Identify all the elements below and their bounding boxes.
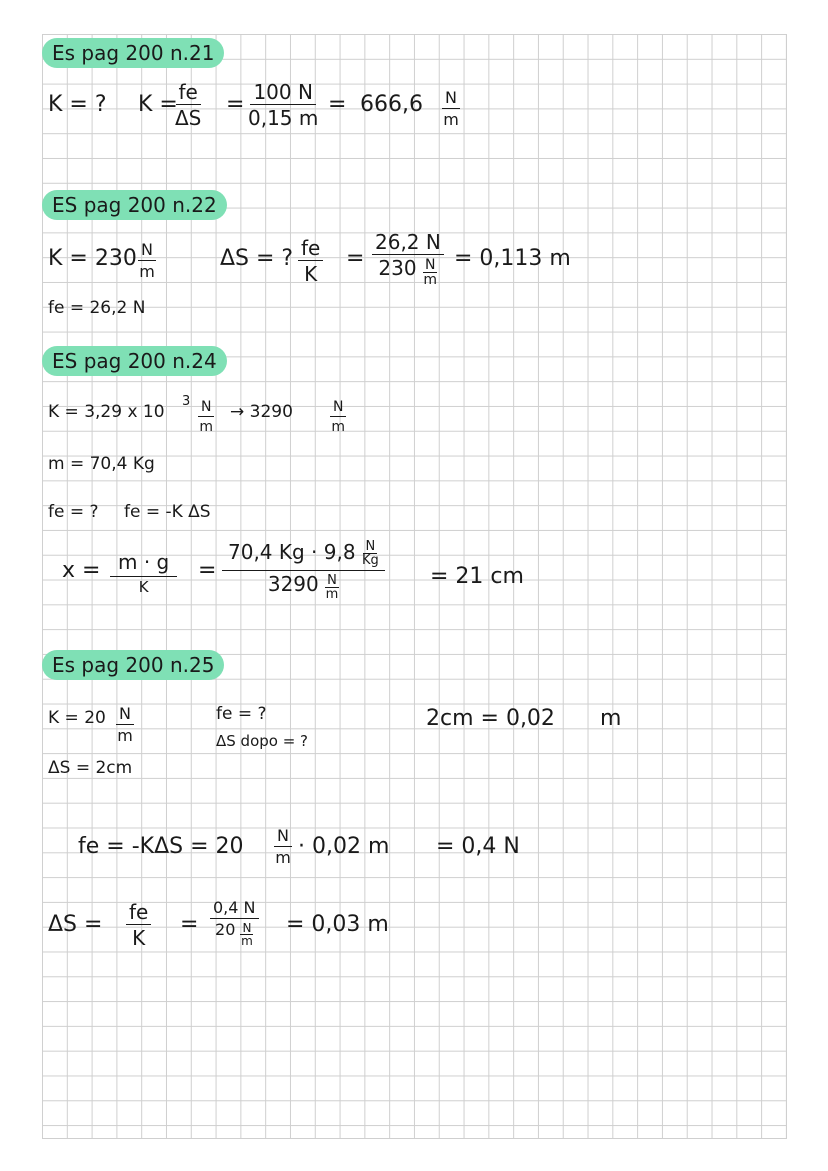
unit-conversion: 2cm = 0,02 <box>426 706 555 731</box>
unit-numerator: N <box>116 706 134 725</box>
ds-result: = 0,03 m <box>286 912 389 937</box>
denominator-value: 230 <box>378 256 417 280</box>
mass-given: m = 70,4 Kg <box>48 454 155 474</box>
converted-k: → 3290 <box>230 402 293 422</box>
fraction-denominator <box>378 255 437 287</box>
fraction-denominator <box>215 919 253 947</box>
result-value: = 0,113 m <box>454 246 571 271</box>
unit-denominator: m <box>423 272 438 288</box>
grid-paper <box>42 34 787 1139</box>
exercise-24-title: ES pag 200 n.24 <box>42 346 227 376</box>
unit-denominator: m <box>325 587 339 602</box>
fraction-denominator: K <box>138 578 149 596</box>
k-given: K = 230 <box>48 246 137 271</box>
unit-denominator: Kg <box>361 553 379 568</box>
equals-sign: = <box>180 912 199 937</box>
k-unknown: K = ? <box>48 92 107 117</box>
equals-sign: = <box>198 558 217 583</box>
unit-n-over-m <box>442 90 460 128</box>
fe-unknown: fe = ? <box>48 502 99 522</box>
denominator-unit <box>325 574 339 601</box>
fraction-fe-over-k <box>126 902 151 948</box>
unit-denominator: m <box>139 262 155 281</box>
fraction-numerator: 0,4 N <box>210 900 259 919</box>
unit-numerator: N <box>442 90 460 109</box>
unit-denominator: m <box>275 848 291 867</box>
result-value: = 21 cm <box>430 564 524 589</box>
unit-n-over-m <box>198 400 214 434</box>
unit-n-over-m <box>274 828 292 866</box>
unit-numerator: N <box>242 921 252 935</box>
fraction-denominator: 0,15 m <box>248 106 319 130</box>
fraction-denominator: K <box>132 926 146 950</box>
fraction-numerator: 100 N <box>250 82 316 105</box>
conversion-unit: m <box>600 706 622 731</box>
fraction-100n-over-015m <box>248 82 318 128</box>
exercise-22-title: ES pag 200 n.22 <box>42 190 227 220</box>
exponent: 3 <box>182 394 191 409</box>
k-given: K = 3,29 x 10 <box>48 402 165 422</box>
numerator-unit <box>362 540 379 567</box>
result-value: 666,6 <box>360 92 423 117</box>
fraction-numerator <box>222 540 385 571</box>
exercise-21-title: Es pag 200 n.21 <box>42 38 224 68</box>
fraction-numerator: fe <box>126 902 151 925</box>
k-given: K = 20 <box>48 708 106 728</box>
ds-equation-label: ΔS = <box>48 912 103 937</box>
fraction-fe-over-ds <box>175 82 201 128</box>
fe-given: fe = 26,2 N <box>48 298 146 318</box>
unit-n-over-m <box>116 706 134 744</box>
unit-n-over-m <box>330 400 346 434</box>
fe-result: = 0,4 N <box>436 834 520 859</box>
exercise-25-title: Es pag 200 n.25 <box>42 650 224 680</box>
unit-numerator: N <box>330 400 346 417</box>
equals-sign: = <box>328 92 347 117</box>
fe-unknown: fe = ? <box>216 704 267 724</box>
unit-numerator: N <box>424 257 436 273</box>
ds-given: ΔS = 2cm <box>48 758 133 778</box>
unit-denominator: m <box>117 726 133 745</box>
fraction-denominator <box>268 571 339 601</box>
fraction-numerator: fe <box>176 82 201 105</box>
ds-after-unknown: ΔS dopo = ? <box>216 732 309 750</box>
fraction-denominator: K <box>304 262 318 286</box>
x-equation-label: x = <box>62 558 101 583</box>
equals-sign: = <box>226 92 245 117</box>
equals-sign: = <box>346 246 365 271</box>
denominator-unit <box>240 922 253 947</box>
fraction-denominator: ΔS <box>175 106 202 130</box>
fraction-numerator: fe <box>298 238 323 261</box>
fe-calculation: fe = -KΔS = 20 <box>78 834 244 859</box>
fraction-04n-over-20 <box>210 900 259 947</box>
hooke-formula: fe = -K ΔS <box>124 502 211 522</box>
denominator-unit <box>423 258 437 287</box>
ds-unknown: ΔS = ? <box>220 246 294 271</box>
unit-denominator: m <box>241 934 253 948</box>
unit-denominator: m <box>443 110 459 129</box>
fe-calculation-rest: · 0,02 m <box>298 834 390 859</box>
denominator-value: 3290 <box>267 572 319 596</box>
numerator-value: 70,4 Kg · 9,8 <box>228 540 356 564</box>
unit-numerator: N <box>327 573 337 588</box>
unit-numerator: N <box>274 828 292 847</box>
fraction-weight-over-k <box>222 540 385 601</box>
unit-numerator: N <box>365 539 376 554</box>
denominator-value: 20 <box>215 920 236 939</box>
fraction-numerator: m · g <box>110 552 177 577</box>
unit-denominator: m <box>331 419 346 435</box>
k-equation-label: K = <box>138 92 178 117</box>
fraction-numerator: 26,2 N <box>372 232 444 255</box>
fraction-262n-over-230 <box>372 232 444 287</box>
unit-numerator: N <box>138 242 156 261</box>
fraction-mg-over-k <box>110 552 177 595</box>
fraction-fe-over-k <box>298 238 323 284</box>
unit-numerator: N <box>198 400 214 417</box>
unit-denominator: m <box>199 419 214 435</box>
unit-n-over-m <box>138 242 156 280</box>
